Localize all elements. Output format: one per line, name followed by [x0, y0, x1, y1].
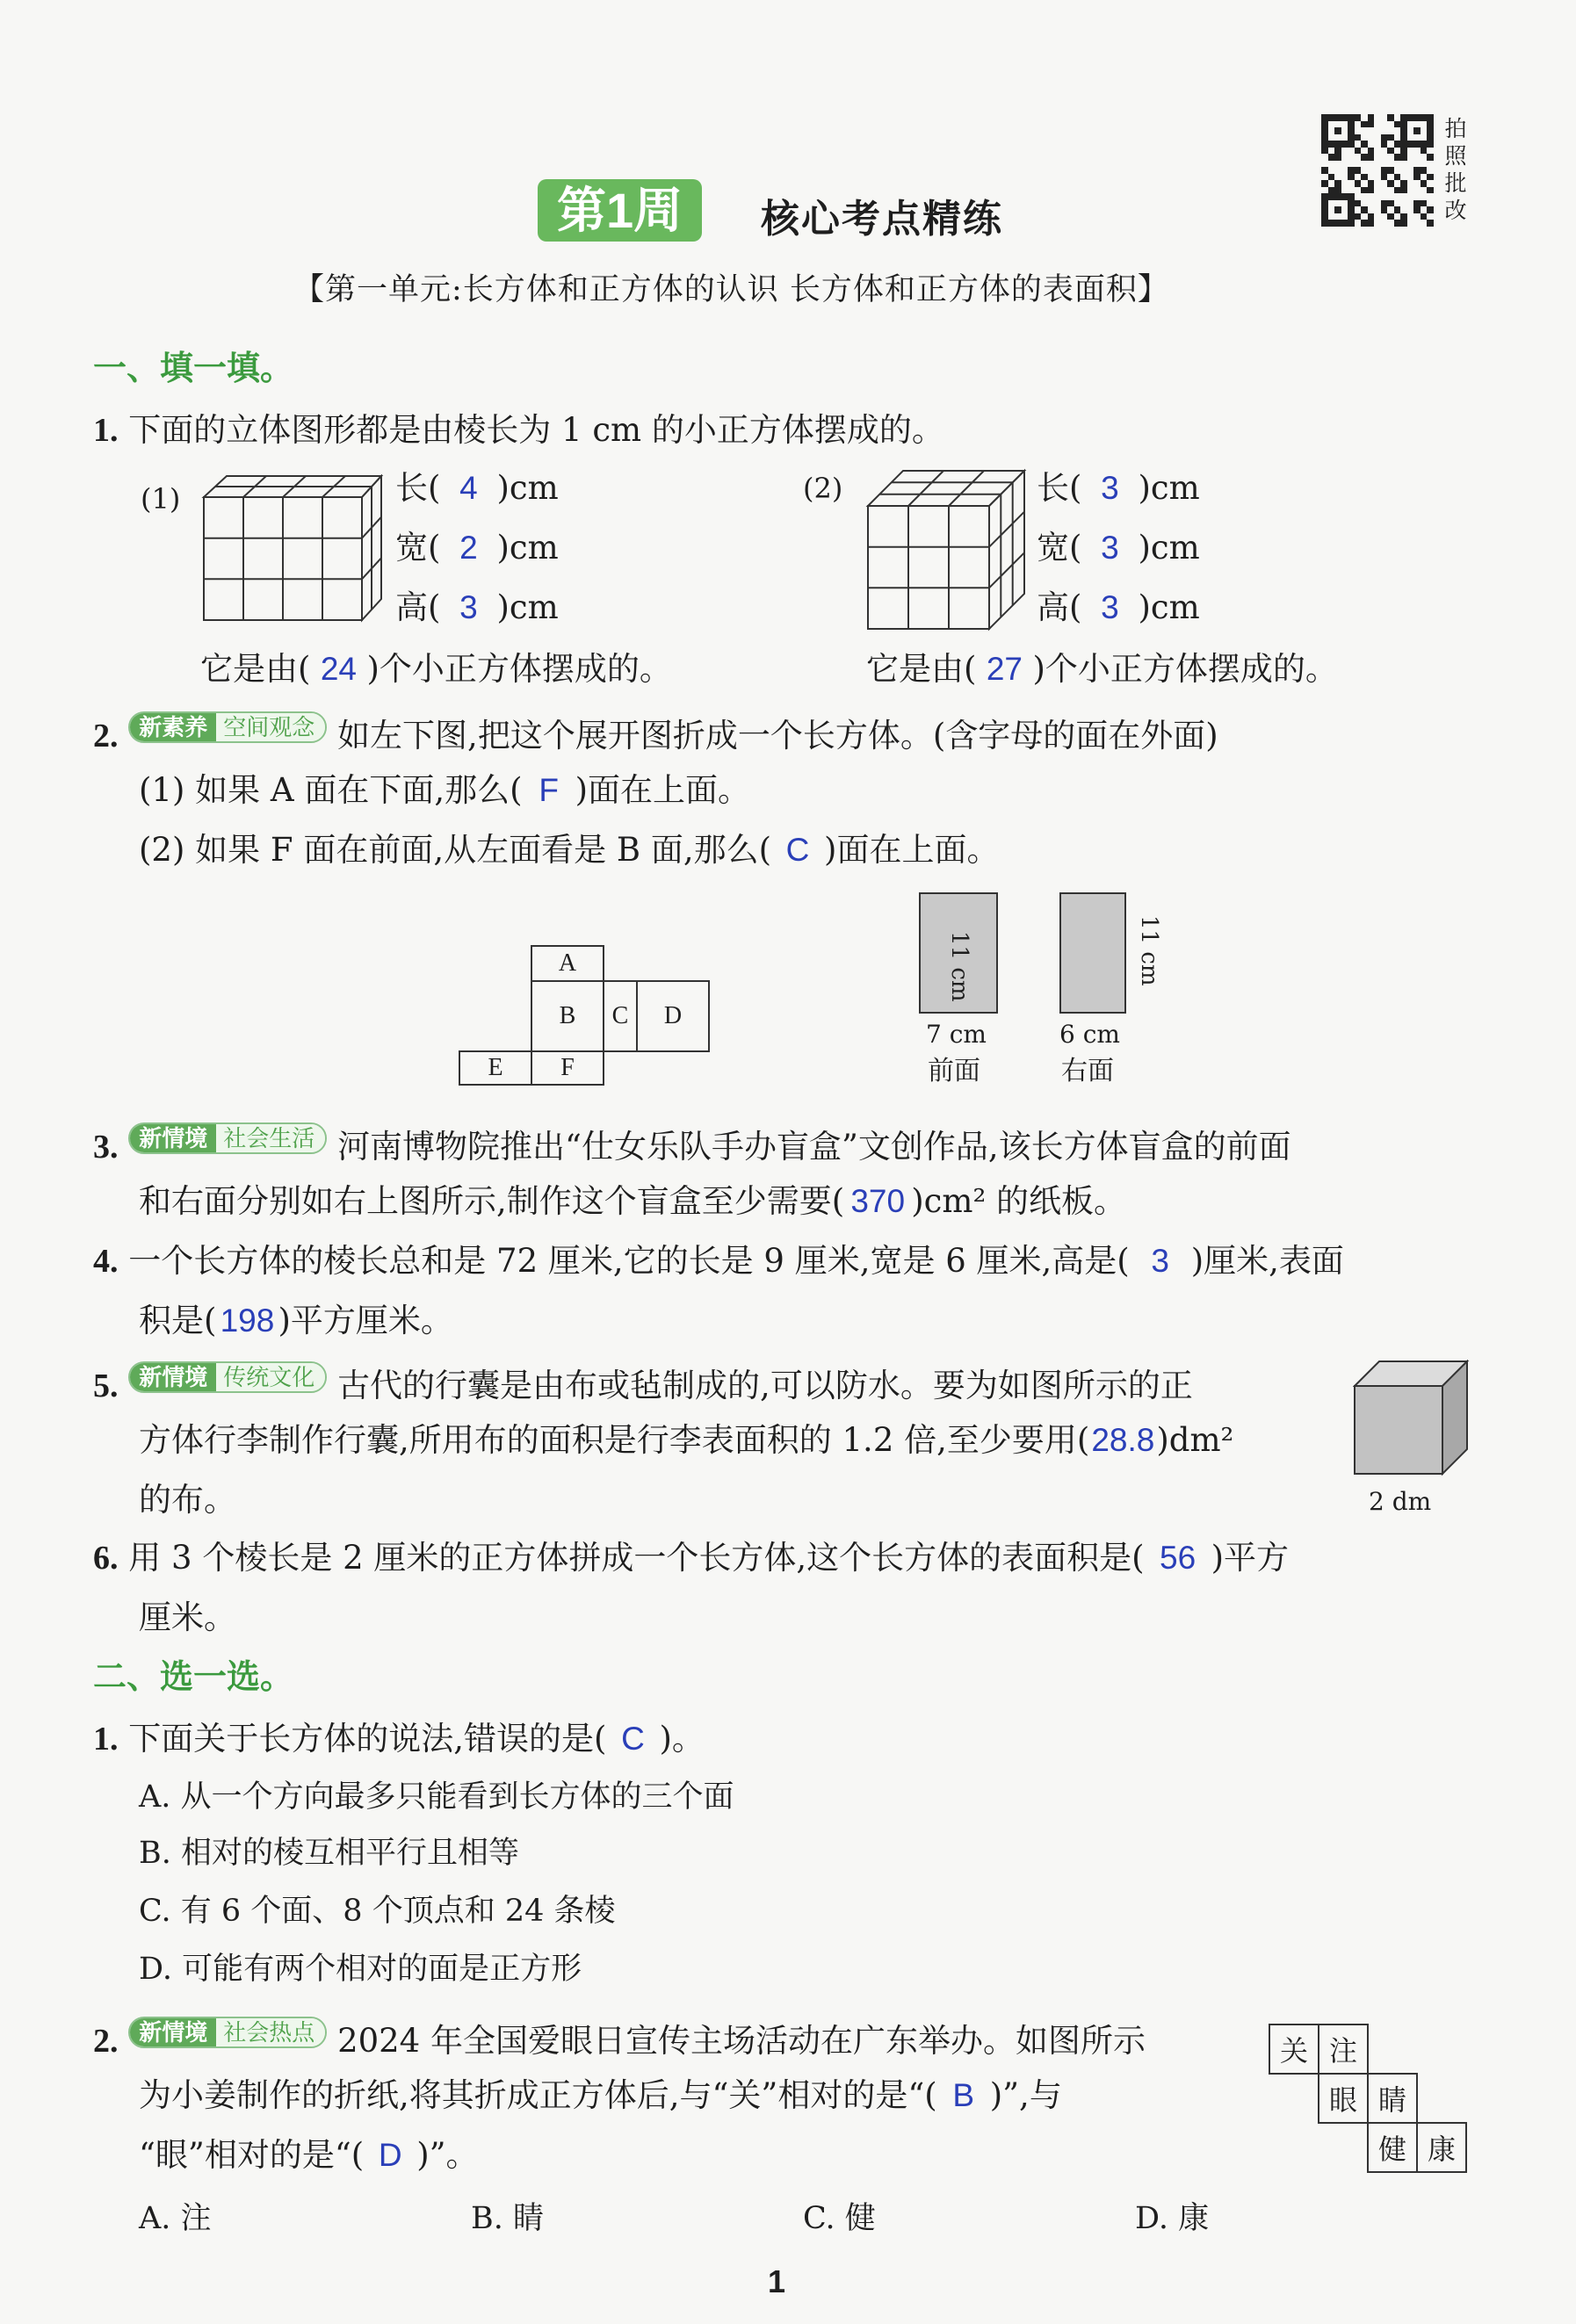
fig1-length: 长( 4 )cm	[395, 469, 559, 507]
net-face-d: D	[636, 980, 710, 1052]
section-heading-fill: 一、填一填。	[93, 350, 294, 387]
q2-sub2: (2) 如果 F 面在前面,从左面看是 B 面,那么( C )面在上面。	[139, 831, 1000, 869]
qr-code[interactable]	[1321, 114, 1434, 227]
fold-cell-zhu: 注	[1318, 2024, 1369, 2075]
week-badge: 第1周	[538, 172, 702, 242]
choice-option-d: D. 可能有两个相对的面是正方形	[139, 1952, 582, 1987]
question-6-line2: 厘米。	[139, 1599, 236, 1636]
figure-2-label: (2)	[803, 472, 843, 505]
question-4: 4. 一个长方体的棱长总和是 72 厘米,它的长是 9 厘米,宽是 6 厘米,高是( 3 )厘米,表面	[93, 1242, 1344, 1280]
question-6: 6. 用 3 个棱长是 2 厘米的正方体拼成一个长方体,这个长方体的表面积是( 56 )平方	[93, 1539, 1290, 1577]
choice-option-a: A. 从一个方向最多只能看到长方体的三个面	[139, 1779, 734, 1815]
unit-subtitle: 【第一单元:长方体和正方体的认识 长方体和正方体的表面积】	[293, 272, 1169, 307]
fig2-summary: 它是由( 27 )个小正方体摆成的。	[866, 650, 1338, 688]
cube-edge-label: 2 dm	[1369, 1487, 1432, 1516]
choice-question-1: 1. 下面关于长方体的说法,错误的是( C )。	[93, 1720, 705, 1757]
qr-label: 拍照批改	[1444, 117, 1467, 223]
net-face-e: E	[459, 1050, 532, 1086]
choice-option-b: B. 相对的棱互相平行且相等	[139, 1836, 519, 1871]
fig2-length: 长( 3 )cm	[1037, 469, 1200, 507]
section-heading-choose: 二、选一选。	[93, 1659, 294, 1696]
question-3: 3. 新情境 社会生活 河南博物院推出“仕女乐队手办盲盒”文创作品,该长方体盲盒的前面	[93, 1122, 1291, 1166]
front-width-label: 7 cm	[926, 1020, 987, 1049]
fold-cell-jian: 健	[1367, 2122, 1418, 2173]
option-b: B. 睛	[471, 2201, 544, 2236]
question-2: 2. 新素养 空间观念 如左下图,把这个展开图折成一个长方体。(含字母的面在外面)	[93, 711, 1218, 755]
net-face-a: A	[531, 945, 604, 982]
fig2-height: 高( 3 )cm	[1037, 588, 1200, 626]
tag-hot-topic: 新情境 社会热点	[128, 2017, 327, 2048]
right-width-label: 6 cm	[1059, 1020, 1120, 1049]
page-title: 核心考点精练	[761, 198, 1003, 241]
fig2-width: 宽( 3 )cm	[1037, 529, 1200, 567]
fold-cell-jing: 睛	[1367, 2073, 1418, 2124]
cube-3x3x3	[864, 467, 1031, 632]
q2-sub1: (1) 如果 A 面在下面,那么( F )面在上面。	[139, 771, 751, 809]
fold-cell-kang: 康	[1416, 2122, 1467, 2173]
right-height-label: 11 cm	[1136, 915, 1162, 986]
net-face-f: F	[531, 1050, 604, 1086]
fig1-height: 高( 3 )cm	[395, 588, 559, 626]
option-c: C. 健	[803, 2201, 876, 2236]
choice-option-c: C. 有 6 个面、8 个顶点和 24 条棱	[139, 1894, 616, 1929]
net-face-b: B	[531, 980, 604, 1052]
luggage-cube	[1353, 1360, 1471, 1477]
front-label: 前面	[928, 1056, 980, 1086]
question-1: 1. 下面的立体图形都是由棱长为 1 cm 的小正方体摆成的。	[93, 411, 944, 449]
question-5-line3: 的布。	[139, 1481, 236, 1519]
net-face-c: C	[603, 980, 638, 1052]
tag-new-context: 新情境 社会生活	[128, 1122, 327, 1154]
cuboid-4x2x3	[200, 474, 385, 624]
right-face-rect	[1059, 892, 1126, 1014]
question-5: 5. 新情境 传统文化 古代的行囊是由布或毡制成的,可以防水。要为如图所示的正	[93, 1361, 1193, 1405]
question-5-line2: 方体行李制作行囊,所用布的面积是行李表面积的 1.2 倍,至少要用(28.8)dm²	[139, 1421, 1234, 1459]
fig1-summary: 它是由( 24 )个小正方体摆成的。	[200, 650, 672, 688]
fold-cell-yan: 眼	[1318, 2073, 1369, 2124]
question-3-line2: 和右面分别如右上图所示,制作这个盲盒至少需要( 370 )cm² 的纸板。	[139, 1182, 1127, 1220]
tag-tradition: 新情境 传统文化	[128, 1361, 327, 1393]
tag-new-literacy: 新素养 空间观念	[128, 711, 327, 743]
figure-1-label: (1)	[141, 482, 181, 516]
page-number: 1	[768, 2263, 786, 2299]
choice-question-2: 2. 新情境 社会热点 2024 年全国爱眼日宣传主场活动在广东举办。如图所示	[93, 2017, 1146, 2061]
front-height-label: 11 cm	[946, 931, 972, 1002]
fold-cell-guan: 关	[1269, 2024, 1319, 2075]
choice-question-2-line2: 为小姜制作的折纸,将其折成正方体后,与“关”相对的是“( B )”,与	[139, 2076, 1062, 2114]
question-4-line2: 积是( 198 )平方厘米。	[139, 1302, 453, 1339]
option-a: A. 注	[139, 2201, 212, 2236]
choice-question-2-line3: “眼”相对的是“( D )”。	[139, 2136, 479, 2174]
right-label: 右面	[1061, 1056, 1114, 1086]
fig1-width: 宽( 2 )cm	[395, 529, 559, 567]
option-d: D. 康	[1135, 2201, 1210, 2236]
